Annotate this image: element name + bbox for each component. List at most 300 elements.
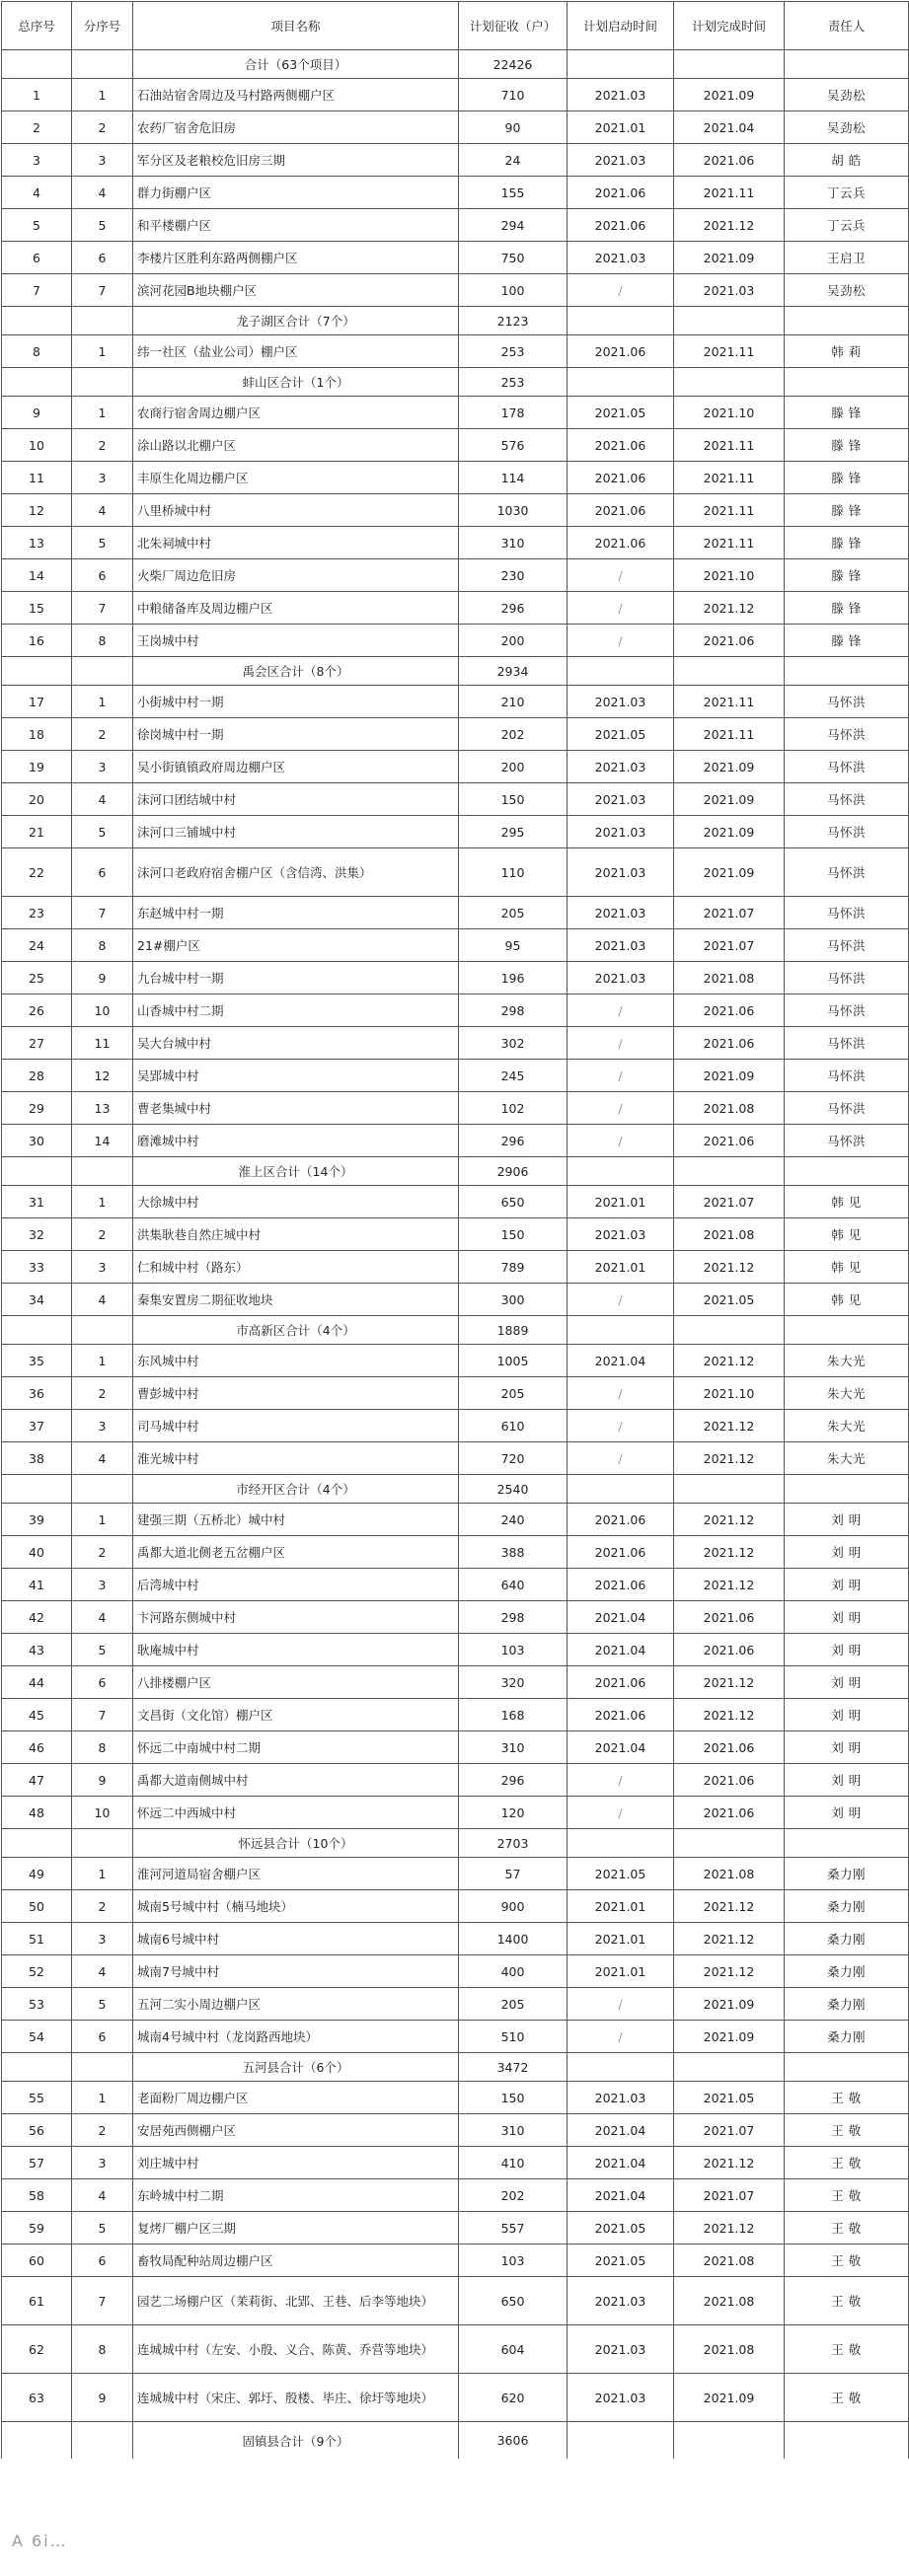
project-name-cell: 农商行宿舍周边棚户区 xyxy=(133,397,459,429)
total-no-cell: 22 xyxy=(2,848,72,897)
households-cell: 410 xyxy=(459,2147,568,2179)
total-no-cell: 59 xyxy=(2,2212,72,2245)
start-time-cell: 2021.03 xyxy=(568,1218,674,1251)
owner-cell: 马怀洪 xyxy=(785,816,909,848)
owner-cell: 吴劲松 xyxy=(785,111,909,144)
households-cell: 640 xyxy=(459,1569,568,1601)
owner-cell: 刘 明 xyxy=(785,1634,909,1666)
finish-time-cell: 2021.10 xyxy=(674,559,785,592)
table-row xyxy=(2,559,909,592)
table-row xyxy=(2,1536,909,1569)
start-time-cell: 2021.03 xyxy=(568,848,674,897)
table-row xyxy=(2,1027,909,1060)
total-no-cell: 14 xyxy=(2,559,72,592)
finish-time-cell: 2021.11 xyxy=(674,686,785,718)
households-cell: 310 xyxy=(459,527,568,559)
owner-cell: 王 敬 xyxy=(785,2374,909,2422)
start-time-cell: 2021.01 xyxy=(568,1890,674,1923)
households-cell: 230 xyxy=(459,559,568,592)
start-time-cell: 2021.04 xyxy=(568,2179,674,2212)
owner-cell: 马怀洪 xyxy=(785,1060,909,1092)
owner-cell: 王 敬 xyxy=(785,2245,909,2277)
subtotal-total-no xyxy=(2,2053,72,2082)
start-time-cell: 2021.03 xyxy=(568,2277,674,2325)
owner-cell: 刘 明 xyxy=(785,1666,909,1699)
subtotal-finish xyxy=(674,2053,785,2082)
total-no-cell: 11 xyxy=(2,462,72,494)
start-time-cell: 2021.04 xyxy=(568,1601,674,1634)
project-name-cell: 司马城中村 xyxy=(133,1410,459,1442)
table-row xyxy=(2,1890,909,1923)
owner-cell: 马怀洪 xyxy=(785,962,909,994)
finish-time-cell: 2021.12 xyxy=(674,209,785,242)
households-cell: 557 xyxy=(459,2212,568,2245)
project-name-cell: 北朱祠城中村 xyxy=(133,527,459,559)
total-no-cell: 40 xyxy=(2,1536,72,1569)
table-row xyxy=(2,494,909,527)
owner-cell: 刘 明 xyxy=(785,1504,909,1536)
total-no-cell: 12 xyxy=(2,494,72,527)
total-no-cell: 26 xyxy=(2,994,72,1027)
households-cell: 103 xyxy=(459,2245,568,2277)
table-row xyxy=(2,1284,909,1316)
subtotal-households: 2123 xyxy=(459,307,568,335)
finish-time-cell: 2021.06 xyxy=(674,1731,785,1764)
sub-no-cell: 2 xyxy=(72,1218,133,1251)
project-name-cell: 吴小街镇镇政府周边棚户区 xyxy=(133,751,459,783)
project-name-cell: 军分区及老粮校危旧房三期 xyxy=(133,144,459,177)
project-name-cell: 八里桥城中村 xyxy=(133,494,459,527)
households-cell: 620 xyxy=(459,2374,568,2422)
owner-cell: 马怀洪 xyxy=(785,686,909,718)
project-name-cell: 耿庵城中村 xyxy=(133,1634,459,1666)
project-name-cell: 刘庄城中村 xyxy=(133,2147,459,2179)
start-time-cell: 2021.03 xyxy=(568,242,674,274)
sub-no-cell: 13 xyxy=(72,1092,133,1125)
households-cell: 102 xyxy=(459,1092,568,1125)
sub-no-cell: 6 xyxy=(72,848,133,897)
finish-time-cell: 2021.06 xyxy=(674,1027,785,1060)
table-row xyxy=(2,848,909,897)
owner-cell: 滕 锋 xyxy=(785,397,909,429)
finish-time-cell: 2021.03 xyxy=(674,274,785,307)
table-row xyxy=(2,2179,909,2212)
total-no-cell: 34 xyxy=(2,1284,72,1316)
table-row xyxy=(2,686,909,718)
subtotal-total-no xyxy=(2,1475,72,1504)
households-cell: 610 xyxy=(459,1410,568,1442)
subtotal-start xyxy=(568,657,674,686)
total-no-cell: 23 xyxy=(2,897,72,929)
sub-no-cell: 11 xyxy=(72,1027,133,1060)
subtotal-households: 2540 xyxy=(459,1475,568,1504)
households-cell: 298 xyxy=(459,994,568,1027)
start-time-cell: 2021.06 xyxy=(568,209,674,242)
total-no-cell: 19 xyxy=(2,751,72,783)
subtotal-finish xyxy=(674,657,785,686)
start-time-cell: 2021.03 xyxy=(568,2325,674,2374)
households-cell: 296 xyxy=(459,1125,568,1157)
total-no-cell: 7 xyxy=(2,274,72,307)
table-row xyxy=(2,2021,909,2053)
owner-cell: 马怀洪 xyxy=(785,718,909,751)
start-time-cell: 2021.06 xyxy=(568,494,674,527)
owner-cell: 桑力刚 xyxy=(785,2021,909,2053)
owner-cell: 马怀洪 xyxy=(785,1092,909,1125)
subtotal-sub-no xyxy=(72,50,133,79)
finish-time-cell: 2021.11 xyxy=(674,177,785,209)
project-name-cell: 安居苑西侧棚户区 xyxy=(133,2114,459,2147)
subtotal-start xyxy=(568,2422,674,2460)
subtotal-finish xyxy=(674,1157,785,1186)
owner-cell: 韩 见 xyxy=(785,1251,909,1284)
start-time-cell: / xyxy=(568,1125,674,1157)
total-no-cell: 60 xyxy=(2,2245,72,2277)
sub-no-cell: 12 xyxy=(72,1060,133,1092)
start-time-cell: 2021.04 xyxy=(568,2114,674,2147)
start-time-cell: 2021.05 xyxy=(568,2212,674,2245)
table-row xyxy=(2,1218,909,1251)
project-name-cell: 21#棚户区 xyxy=(133,929,459,962)
subtotal-row xyxy=(2,2422,909,2460)
total-no-cell: 27 xyxy=(2,1027,72,1060)
table-row xyxy=(2,2245,909,2277)
owner-cell: 桑力刚 xyxy=(785,1858,909,1890)
project-name-cell: 城南5号城中村（楠马地块） xyxy=(133,1890,459,1923)
owner-cell: 朱大光 xyxy=(785,1410,909,1442)
finish-time-cell: 2021.12 xyxy=(674,1536,785,1569)
sub-no-cell: 2 xyxy=(72,1536,133,1569)
owner-cell: 丁云兵 xyxy=(785,177,909,209)
subtotal-finish xyxy=(674,50,785,79)
sub-no-cell: 4 xyxy=(72,1955,133,1988)
sub-no-cell: 7 xyxy=(72,1699,133,1731)
subtotal-total-no xyxy=(2,657,72,686)
finish-time-cell: 2021.08 xyxy=(674,1858,785,1890)
subtotal-start xyxy=(568,1316,674,1345)
project-name-cell: 东风城中村 xyxy=(133,1345,459,1377)
households-cell: 57 xyxy=(459,1858,568,1890)
owner-cell: 王 敬 xyxy=(785,2114,909,2147)
total-no-cell: 39 xyxy=(2,1504,72,1536)
total-no-cell: 35 xyxy=(2,1345,72,1377)
sub-no-cell: 4 xyxy=(72,494,133,527)
start-time-cell: 2021.04 xyxy=(568,1731,674,1764)
finish-time-cell: 2021.12 xyxy=(674,592,785,625)
start-time-cell: 2021.04 xyxy=(568,1345,674,1377)
sub-no-cell: 3 xyxy=(72,1410,133,1442)
households-cell: 110 xyxy=(459,848,568,897)
households-cell: 1400 xyxy=(459,1923,568,1955)
table-row xyxy=(2,1923,909,1955)
households-cell: 320 xyxy=(459,1666,568,1699)
owner-cell: 刘 明 xyxy=(785,1601,909,1634)
sub-no-cell: 3 xyxy=(72,2147,133,2179)
owner-cell: 朱大光 xyxy=(785,1345,909,1377)
households-cell: 300 xyxy=(459,1284,568,1316)
subtotal-sub-no xyxy=(72,2422,133,2460)
owner-cell: 滕 锋 xyxy=(785,625,909,657)
finish-time-cell: 2021.11 xyxy=(674,527,785,559)
total-no-cell: 57 xyxy=(2,2147,72,2179)
owner-cell: 胡 皓 xyxy=(785,144,909,177)
owner-cell: 韩 见 xyxy=(785,1284,909,1316)
project-name-cell: 怀远二中南城中村二期 xyxy=(133,1731,459,1764)
total-no-cell: 3 xyxy=(2,144,72,177)
table-row xyxy=(2,1955,909,1988)
table-row xyxy=(2,177,909,209)
project-name-cell: 沫河口老政府宿舍棚户区（含信湾、洪集） xyxy=(133,848,459,897)
table-row xyxy=(2,1442,909,1475)
start-time-cell: 2021.04 xyxy=(568,1634,674,1666)
table-row xyxy=(2,1858,909,1890)
sub-no-cell: 4 xyxy=(72,177,133,209)
start-time-cell: 2021.03 xyxy=(568,686,674,718)
demolition-plan-table xyxy=(1,1,909,2459)
households-cell: 750 xyxy=(459,242,568,274)
subtotal-row xyxy=(2,657,909,686)
start-time-cell: 2021.06 xyxy=(568,527,674,559)
project-name-cell: 连城城中村（左安、小殷、义合、陈黄、乔营等地块） xyxy=(133,2325,459,2374)
owner-cell: 滕 锋 xyxy=(785,462,909,494)
start-time-cell: / xyxy=(568,1377,674,1410)
subtotal-row xyxy=(2,50,909,79)
project-name-cell: 王岗城中村 xyxy=(133,625,459,657)
owner-cell: 马怀洪 xyxy=(785,994,909,1027)
owner-cell: 马怀洪 xyxy=(785,848,909,897)
start-time-cell: 2021.03 xyxy=(568,816,674,848)
finish-time-cell: 2021.06 xyxy=(674,994,785,1027)
project-name-cell: 畜牧局配种站周边棚户区 xyxy=(133,2245,459,2277)
households-cell: 253 xyxy=(459,335,568,368)
finish-time-cell: 2021.06 xyxy=(674,1634,785,1666)
total-no-cell: 8 xyxy=(2,335,72,368)
total-no-cell: 9 xyxy=(2,397,72,429)
finish-time-cell: 2021.06 xyxy=(674,1764,785,1797)
start-time-cell: / xyxy=(568,1442,674,1475)
sub-no-cell: 3 xyxy=(72,1923,133,1955)
project-name-cell: 禹都大道北侧老五岔棚户区 xyxy=(133,1536,459,1569)
project-name-cell: 沫河口三铺城中村 xyxy=(133,816,459,848)
households-cell: 310 xyxy=(459,1731,568,1764)
project-name-cell: 淮河河道局宿舍棚户区 xyxy=(133,1858,459,1890)
header-project-name: 项目名称 xyxy=(133,2,459,50)
total-no-cell: 53 xyxy=(2,1988,72,2021)
sub-no-cell: 2 xyxy=(72,111,133,144)
sub-no-cell: 4 xyxy=(72,1442,133,1475)
start-time-cell: 2021.01 xyxy=(568,1251,674,1284)
owner-cell: 王 敬 xyxy=(785,2147,909,2179)
households-cell: 296 xyxy=(459,1764,568,1797)
subtotal-sub-no xyxy=(72,368,133,397)
sub-no-cell: 1 xyxy=(72,2082,133,2114)
table-row xyxy=(2,2325,909,2374)
project-name-cell: 火柴厂周边危旧房 xyxy=(133,559,459,592)
subtotal-row xyxy=(2,2053,909,2082)
total-no-cell: 56 xyxy=(2,2114,72,2147)
table-row xyxy=(2,2114,909,2147)
total-no-cell: 55 xyxy=(2,2082,72,2114)
start-time-cell: 2021.03 xyxy=(568,79,674,111)
subtotal-row xyxy=(2,1316,909,1345)
subtotal-owner xyxy=(785,307,909,335)
finish-time-cell: 2021.12 xyxy=(674,2212,785,2245)
finish-time-cell: 2021.12 xyxy=(674,1251,785,1284)
sub-no-cell: 3 xyxy=(72,1251,133,1284)
households-cell: 294 xyxy=(459,209,568,242)
table-row xyxy=(2,2277,909,2325)
households-cell: 200 xyxy=(459,751,568,783)
sub-no-cell: 5 xyxy=(72,209,133,242)
subtotal-owner xyxy=(785,368,909,397)
owner-cell: 韩 莉 xyxy=(785,335,909,368)
total-no-cell: 37 xyxy=(2,1410,72,1442)
subtotal-label: 合计（63个项目） xyxy=(133,50,459,79)
subtotal-sub-no xyxy=(72,1316,133,1345)
finish-time-cell: 2021.11 xyxy=(674,494,785,527)
sub-no-cell: 1 xyxy=(72,397,133,429)
table-row xyxy=(2,1186,909,1218)
project-name-cell: 仁和城中村（路东） xyxy=(133,1251,459,1284)
total-no-cell: 4 xyxy=(2,177,72,209)
subtotal-row xyxy=(2,1157,909,1186)
sub-no-cell: 5 xyxy=(72,816,133,848)
sub-no-cell: 4 xyxy=(72,2179,133,2212)
subtotal-total-no xyxy=(2,307,72,335)
households-cell: 510 xyxy=(459,2021,568,2053)
table-row xyxy=(2,994,909,1027)
total-no-cell: 41 xyxy=(2,1569,72,1601)
project-name-cell: 九台城中村一期 xyxy=(133,962,459,994)
start-time-cell: / xyxy=(568,1027,674,1060)
start-time-cell: 2021.06 xyxy=(568,1666,674,1699)
households-cell: 196 xyxy=(459,962,568,994)
project-name-cell: 纬一社区（盐业公司）棚户区 xyxy=(133,335,459,368)
table-row xyxy=(2,397,909,429)
start-time-cell: 2021.05 xyxy=(568,1858,674,1890)
households-cell: 245 xyxy=(459,1060,568,1092)
subtotal-label: 淮上区合计（14个） xyxy=(133,1157,459,1186)
table-row xyxy=(2,929,909,962)
total-no-cell: 24 xyxy=(2,929,72,962)
finish-time-cell: 2021.05 xyxy=(674,2082,785,2114)
finish-time-cell: 2021.11 xyxy=(674,462,785,494)
finish-time-cell: 2021.05 xyxy=(674,1284,785,1316)
finish-time-cell: 2021.12 xyxy=(674,1890,785,1923)
start-time-cell: 2021.03 xyxy=(568,2374,674,2422)
households-cell: 298 xyxy=(459,1601,568,1634)
sub-no-cell: 6 xyxy=(72,2021,133,2053)
households-cell: 210 xyxy=(459,686,568,718)
finish-time-cell: 2021.04 xyxy=(674,111,785,144)
total-no-cell: 6 xyxy=(2,242,72,274)
households-cell: 650 xyxy=(459,2277,568,2325)
households-cell: 114 xyxy=(459,462,568,494)
owner-cell: 刘 明 xyxy=(785,1731,909,1764)
start-time-cell: 2021.03 xyxy=(568,929,674,962)
project-name-cell: 曹彭城中村 xyxy=(133,1377,459,1410)
table-row xyxy=(2,625,909,657)
table-row xyxy=(2,144,909,177)
households-cell: 205 xyxy=(459,897,568,929)
subtotal-owner xyxy=(785,2422,909,2460)
subtotal-label: 五河县合计（6个） xyxy=(133,2053,459,2082)
finish-time-cell: 2021.12 xyxy=(674,1699,785,1731)
total-no-cell: 50 xyxy=(2,1890,72,1923)
start-time-cell: 2021.05 xyxy=(568,718,674,751)
table-row xyxy=(2,1731,909,1764)
households-cell: 720 xyxy=(459,1442,568,1475)
finish-time-cell: 2021.12 xyxy=(674,1569,785,1601)
project-name-cell: 沫河口团结城中村 xyxy=(133,783,459,816)
sub-no-cell: 7 xyxy=(72,897,133,929)
start-time-cell: 2021.03 xyxy=(568,144,674,177)
subtotal-finish xyxy=(674,2422,785,2460)
households-cell: 1005 xyxy=(459,1345,568,1377)
project-name-cell: 连城城中村（宋庄、郭圩、殷楼、毕庄、徐圩等地块） xyxy=(133,2374,459,2422)
project-name-cell: 徐岗城中村一期 xyxy=(133,718,459,751)
table-row xyxy=(2,1988,909,2021)
sub-no-cell: 3 xyxy=(72,751,133,783)
table-row xyxy=(2,242,909,274)
start-time-cell: / xyxy=(568,1764,674,1797)
subtotal-owner xyxy=(785,1829,909,1858)
start-time-cell: 2021.06 xyxy=(568,429,674,462)
project-name-cell: 复烤厂棚户区三期 xyxy=(133,2212,459,2245)
total-no-cell: 21 xyxy=(2,816,72,848)
total-no-cell: 43 xyxy=(2,1634,72,1666)
subtotal-label: 禹会区合计（8个） xyxy=(133,657,459,686)
subtotal-owner xyxy=(785,657,909,686)
start-time-cell: 2021.03 xyxy=(568,897,674,929)
total-no-cell: 38 xyxy=(2,1442,72,1475)
start-time-cell: 2021.03 xyxy=(568,2082,674,2114)
start-time-cell: / xyxy=(568,1284,674,1316)
total-no-cell: 52 xyxy=(2,1955,72,1988)
sub-no-cell: 1 xyxy=(72,79,133,111)
header-households: 计划征收（户） xyxy=(459,2,568,50)
households-cell: 576 xyxy=(459,429,568,462)
sub-no-cell: 5 xyxy=(72,2212,133,2245)
project-name-cell: 山香城中村二期 xyxy=(133,994,459,1027)
start-time-cell: / xyxy=(568,559,674,592)
total-no-cell: 33 xyxy=(2,1251,72,1284)
subtotal-total-no xyxy=(2,368,72,397)
households-cell: 1030 xyxy=(459,494,568,527)
finish-time-cell: 2021.12 xyxy=(674,1410,785,1442)
households-cell: 100 xyxy=(459,274,568,307)
owner-cell: 马怀洪 xyxy=(785,1027,909,1060)
subtotal-households: 2906 xyxy=(459,1157,568,1186)
finish-time-cell: 2021.10 xyxy=(674,397,785,429)
owner-cell: 滕 锋 xyxy=(785,494,909,527)
table-row xyxy=(2,335,909,368)
start-time-cell: 2021.06 xyxy=(568,1536,674,1569)
subtotal-households: 3472 xyxy=(459,2053,568,2082)
table-row xyxy=(2,1125,909,1157)
sub-no-cell: 6 xyxy=(72,242,133,274)
table-row xyxy=(2,1251,909,1284)
owner-cell: 吴劲松 xyxy=(785,79,909,111)
table-row xyxy=(2,429,909,462)
sub-no-cell: 8 xyxy=(72,625,133,657)
total-no-cell: 28 xyxy=(2,1060,72,1092)
table-row xyxy=(2,1797,909,1829)
households-cell: 155 xyxy=(459,177,568,209)
table-row xyxy=(2,79,909,111)
project-name-cell: 大徐城中村 xyxy=(133,1186,459,1218)
owner-cell: 马怀洪 xyxy=(785,783,909,816)
